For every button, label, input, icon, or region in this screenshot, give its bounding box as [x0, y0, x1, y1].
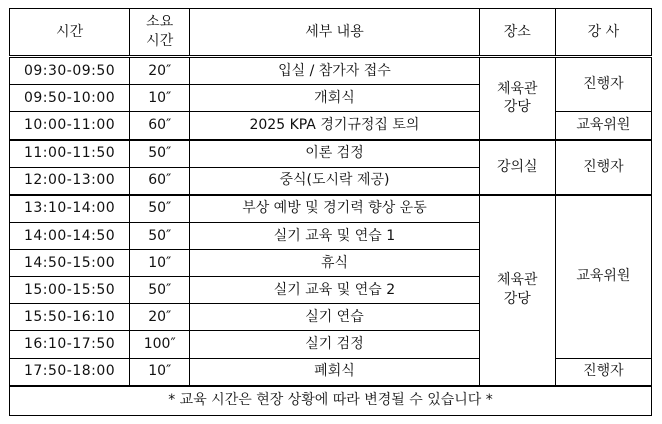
header-detail: 세부 내용 — [190, 9, 479, 57]
row-time: 09:30-09:50 — [10, 57, 130, 85]
header-place: 장소 — [479, 9, 555, 57]
row-detail: 2025 KPA 경기규정집 토의 — [190, 112, 479, 140]
row-detail: 부상 예방 및 경기력 향상 운동 — [190, 195, 479, 223]
schedule-table — [9, 8, 652, 416]
row-detail: 실기 연습 — [190, 304, 479, 331]
header-time: 시간 — [10, 9, 130, 57]
instructor-host-midday: 진행자 — [555, 140, 651, 195]
instructor-edu-morning: 교육위원 — [555, 112, 651, 140]
header-duration-line1: 소요 — [146, 14, 174, 31]
schedule-note: * 교육 시간은 현장 상황에 따라 변경될 수 있습니다 * — [10, 386, 652, 416]
row-detail: 개회식 — [190, 85, 479, 112]
row-detail: 폐회식 — [190, 358, 479, 386]
row-duration: 50″ — [130, 222, 190, 249]
table-header-row — [10, 9, 652, 57]
row-duration: 50″ — [130, 140, 190, 168]
row-detail: 중식(도시락 제공) — [190, 167, 479, 195]
place-gym-morning-line2: 강당 — [503, 99, 531, 116]
place-gym-morning-line1: 체육관 — [496, 80, 538, 97]
table-row — [10, 140, 652, 168]
row-duration: 10″ — [130, 85, 190, 112]
instructor-host-closing: 진행자 — [555, 358, 651, 386]
header-duration — [130, 9, 190, 57]
table-note-row — [10, 386, 652, 416]
row-duration: 50″ — [130, 277, 190, 304]
row-time: 17:50-18:00 — [10, 358, 130, 386]
header-duration-line2: 시간 — [146, 33, 174, 50]
row-time: 11:00-11:50 — [10, 140, 130, 168]
row-detail: 실기 검정 — [190, 331, 479, 358]
table-row — [10, 112, 652, 140]
table-row — [10, 57, 652, 85]
row-time: 15:00-15:50 — [10, 277, 130, 304]
row-duration: 20″ — [130, 304, 190, 331]
place-lecture-room: 강의실 — [479, 140, 555, 195]
row-detail: 실기 교육 및 연습 2 — [190, 277, 479, 304]
place-gym-afternoon — [479, 195, 555, 386]
row-time: 15:50-16:10 — [10, 304, 130, 331]
row-duration: 60″ — [130, 112, 190, 140]
instructor-host-morning: 진행자 — [555, 57, 651, 112]
row-detail: 이론 검정 — [190, 140, 479, 168]
row-duration: 10″ — [130, 250, 190, 277]
row-time: 14:00-14:50 — [10, 222, 130, 249]
row-detail: 실기 교육 및 연습 1 — [190, 222, 479, 249]
row-duration: 60″ — [130, 167, 190, 195]
row-time: 09:50-10:00 — [10, 85, 130, 112]
row-time: 13:10-14:00 — [10, 195, 130, 223]
row-time: 10:00-11:00 — [10, 112, 130, 140]
row-duration: 10″ — [130, 358, 190, 386]
table-row — [10, 358, 652, 386]
row-duration: 100″ — [130, 331, 190, 358]
row-duration: 50″ — [130, 195, 190, 223]
instructor-edu-afternoon: 교육위원 — [555, 195, 651, 358]
place-gym-afternoon-line2: 강당 — [503, 291, 531, 308]
row-duration: 20″ — [130, 57, 190, 85]
header-instructor: 강 사 — [555, 9, 651, 57]
row-detail: 입실 / 참가자 접수 — [190, 57, 479, 85]
row-time: 12:00-13:00 — [10, 167, 130, 195]
row-time: 16:10-17:50 — [10, 331, 130, 358]
place-gym-morning — [479, 57, 555, 140]
row-time: 14:50-15:00 — [10, 250, 130, 277]
row-detail: 휴식 — [190, 250, 479, 277]
table-row — [10, 195, 652, 223]
place-gym-afternoon-line1: 체육관 — [496, 272, 538, 289]
